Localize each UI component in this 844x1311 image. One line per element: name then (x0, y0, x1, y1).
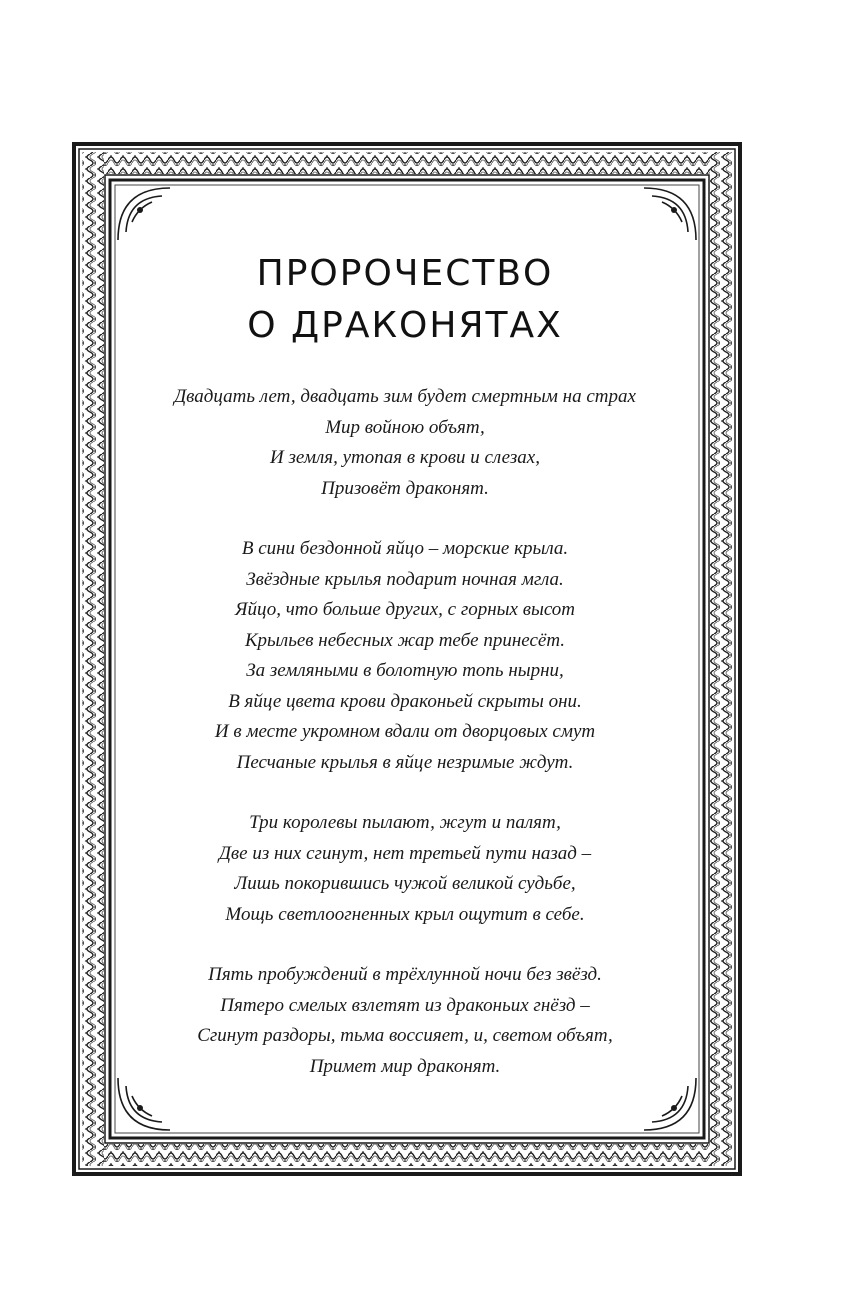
poem-line: И земля, утопая в крови и слезах, (270, 447, 540, 468)
poem-line: Лишь покорившись чужой великой судьбе, (234, 873, 576, 894)
poem-line: Песчаные крылья в яйце незримые ждут. (236, 751, 574, 773)
poem-line: Яйцо, что больше других, с горных высот (234, 599, 576, 620)
poem-line: Три королевы пылают, жгут и палят, (249, 812, 561, 833)
poem-line: Мир войною объят, (325, 416, 485, 438)
poem-line: Две из них сгинут, нет третьей пути назад – (218, 842, 592, 864)
page-title (140, 248, 670, 352)
stanza-1 (140, 382, 670, 504)
poem-line: В яйце цвета крови драконьей скрыты они. (228, 690, 582, 712)
poem-line: Мощь светлоогненных крыл ощутит в себе. (225, 903, 585, 925)
poem-line: И в месте укромном вдали от дворцовых смут (214, 721, 596, 742)
poem-line: В сини бездонной яйцо – морские крыла. (241, 538, 569, 559)
stanza-3 (140, 808, 670, 930)
stanza-4 (140, 960, 670, 1082)
poem-line: Призовёт драконят. (321, 477, 489, 499)
stanza-2 (140, 534, 670, 778)
poem-line: Двадцать лет, двадцать зим будет смертным на страх (174, 386, 636, 407)
poem-line: Примет мир драконят. (309, 1055, 501, 1077)
poem-content (140, 248, 670, 1112)
title-line-1: ПРОРОЧЕСТВО (256, 253, 554, 294)
title-line-2: О ДРАКОНЯТАХ (247, 305, 563, 346)
poem-line: Звёздные крылья подарит ночная мгла. (246, 568, 564, 590)
poem-line: За земляными в болотную топь нырни, (246, 660, 564, 681)
poem-line: Пять пробуждений в трёхлунной ночи без звёзд. (208, 964, 602, 985)
poem-line: Сгинут раздоры, тьма воссияет, и, светом объят, (197, 1025, 613, 1046)
poem-line: Пятеро смелых взлетят из драконьих гнёзд – (220, 994, 590, 1016)
poem-line: Крыльев небесных жар тебе принесёт. (244, 629, 566, 651)
